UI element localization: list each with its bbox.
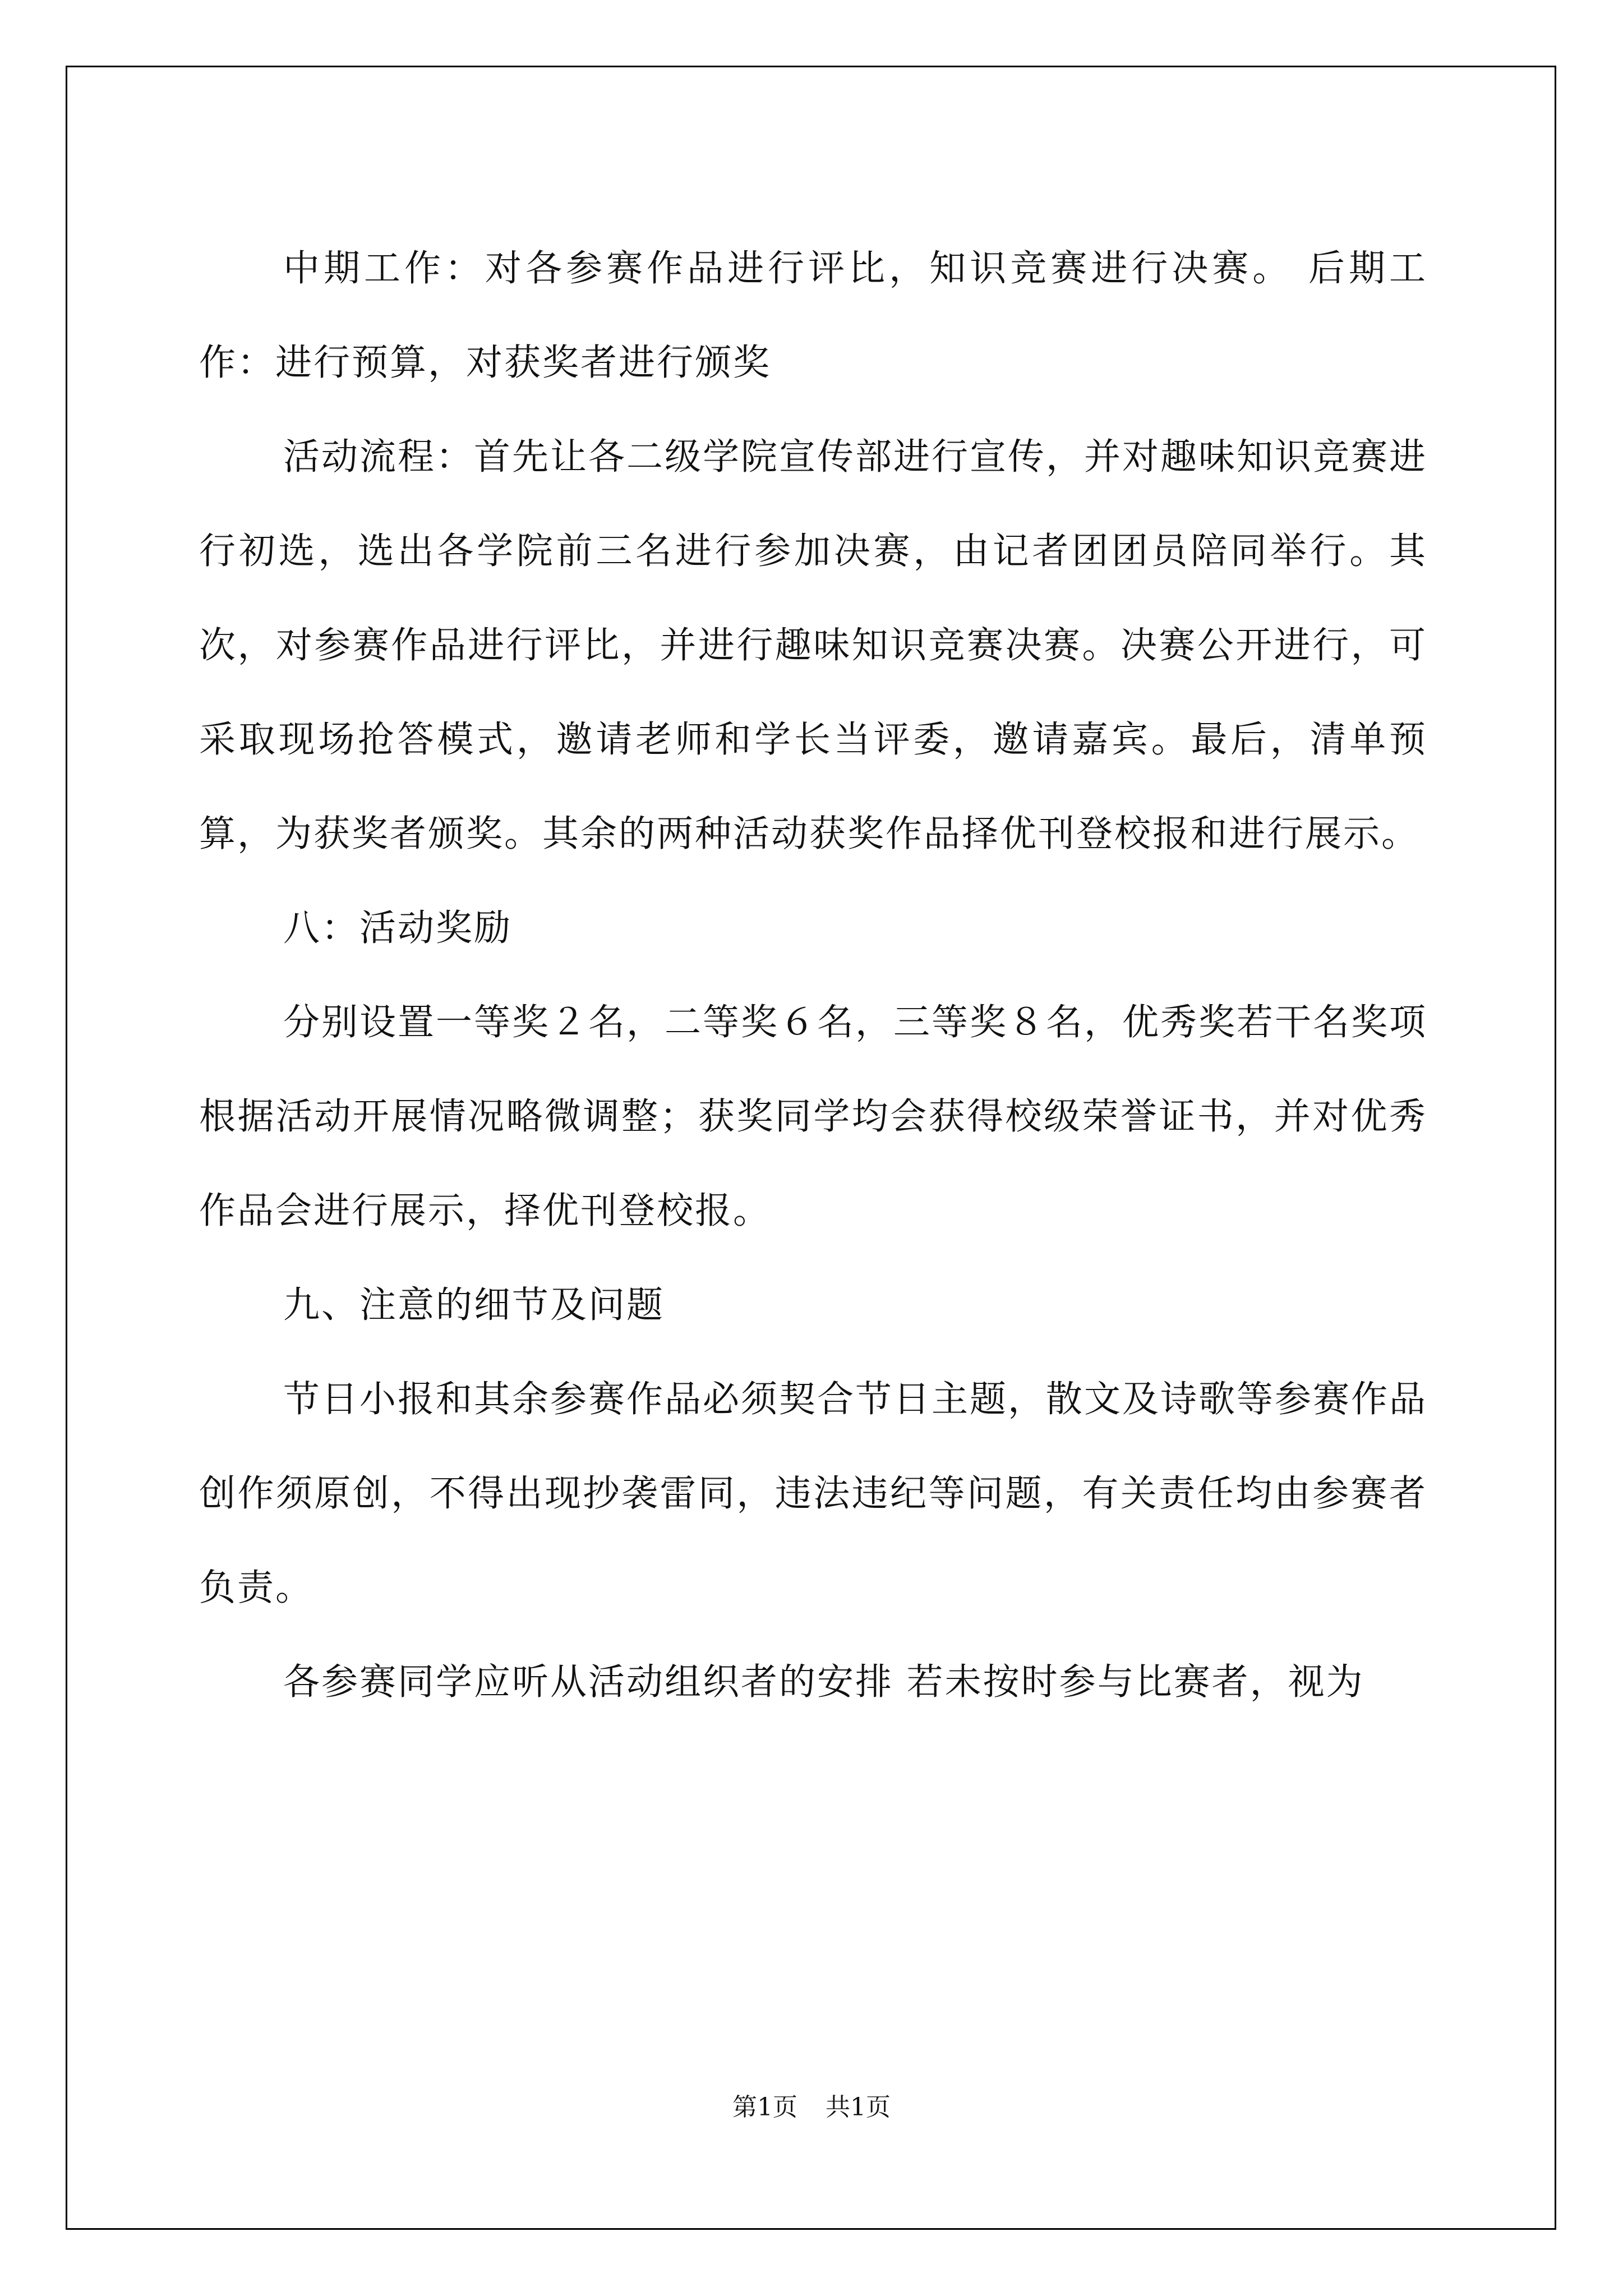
paragraph-originality: 节日小报和其余参赛作品必须契合节日主题，散文及诗歌等参赛作品创作须原创，不得出现抄袭雷同，违法违纪等问题，有关责任均由参赛者负责。 (199, 1378, 1428, 1609)
section-heading-notes: 九、注意的细节及问题 (283, 1284, 665, 1326)
page-number-current: 第1页 (732, 2093, 797, 2122)
paragraph-activity-process: 活动流程：首先让各二级学院宣传部进行宣传，并对趣味知识竞赛进行初选，选出各学院前三名进行参加决赛，由记者团团员陪同举行。其次，对参赛作品进行评比，并进行趣味知识竞赛决赛。决赛公开进行，可采取现场抢答模式，邀请老师和学长当评委，邀请嘉宾。最后，清单预算，为获奖者颁奖。其余的两种活动获奖作品择优刊登校报和进行展示。 (199, 436, 1428, 855)
section-heading-awards: 八：活动奖励 (283, 907, 513, 949)
page-number-total: 共1页 (826, 2093, 891, 2122)
page-footer (0, 2087, 1623, 2123)
paragraph-mid-term-work: 中期工作：对各参赛作品进行评比，知识竞赛进行决赛。 后期工作：进行预算，对获奖者进行颁奖 (199, 247, 1427, 384)
document-body (199, 222, 1427, 1729)
paragraph-arrangement: 各参赛同学应听从活动组织者的安排 若未按时参与比赛者，视为 (283, 1661, 1364, 1703)
paragraph-awards: 分别设置一等奖２名，二等奖６名，三等奖８名，优秀奖若干名奖项根据活动开展情况略微调整；获奖同学均会获得校级荣誉证书，并对优秀作品会进行展示，择优刊登校报。 (199, 1001, 1428, 1232)
